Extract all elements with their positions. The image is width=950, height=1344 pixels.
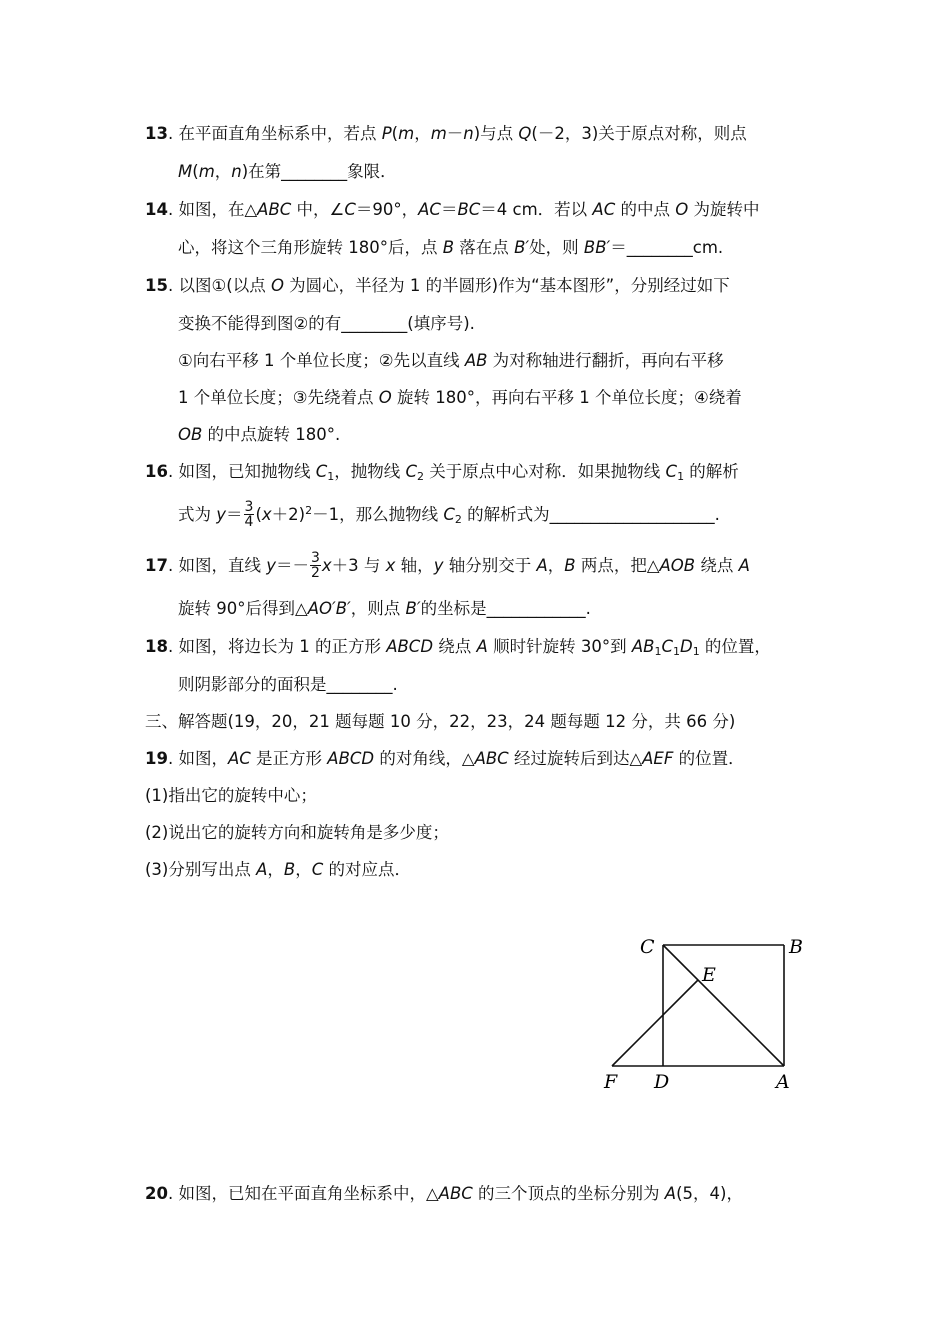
segment-ca [663, 945, 784, 1066]
label-e: E [702, 964, 716, 986]
q15-line4 [178, 387, 742, 409]
var: A [664, 1184, 677, 1203]
text: 轴， [395, 556, 434, 575]
text: ( [255, 505, 262, 524]
var: B [283, 860, 296, 879]
text: 的解析 [684, 462, 739, 481]
text: 三、解答题(19，20，21 题每题 10 分，22，23，24 题每题 12 分，共 66 分) [145, 712, 736, 731]
text: 的位置， [699, 637, 771, 656]
q20-line1 [145, 1183, 743, 1205]
text: 两点，把△ [575, 556, 660, 575]
text: 式为 [178, 505, 217, 524]
text: 的坐标是____________. [420, 599, 591, 618]
label-d: D [654, 1071, 670, 1093]
q13-line2 [178, 161, 397, 183]
subscript: 1 [672, 645, 680, 658]
q19-part3 [145, 859, 411, 881]
text: . 如图，直线 [167, 556, 267, 575]
var: O [378, 388, 392, 407]
text: (－2，3)关于原点对称，则点 [531, 124, 747, 143]
q14-line1 [145, 199, 759, 221]
question-number: 13 [145, 124, 168, 143]
var: C [665, 462, 678, 481]
text: 的解析式为____________________. [461, 505, 720, 524]
text: 心，将这个三角形旋转 180°后，点 [178, 238, 443, 257]
var: ABC [474, 749, 509, 768]
subscript: 1 [677, 470, 685, 483]
var: O [675, 200, 689, 219]
text: ＋2) [271, 505, 306, 524]
var: AC [418, 200, 441, 219]
question-number: 20 [145, 1184, 168, 1203]
var: x [261, 505, 272, 524]
geometry-figure [596, 928, 816, 1098]
text: . 在平面直角坐标系中，若点 [167, 124, 382, 143]
subscript: 2 [417, 470, 425, 483]
var: ABC [438, 1184, 473, 1203]
q15-line5 [178, 424, 340, 446]
text: 旋转 90°后得到△ [178, 599, 308, 618]
q15-line2 [178, 313, 475, 335]
var: x [321, 556, 332, 575]
question-number: 18 [145, 637, 168, 656]
var: A [476, 637, 488, 656]
var: AO′B′ [307, 599, 351, 618]
var: AC [592, 200, 616, 219]
text: ＝ [440, 200, 458, 219]
text: (5，4)， [676, 1184, 743, 1203]
var: ABCD [327, 749, 375, 768]
var: C [344, 200, 356, 219]
text: 处，则 [529, 238, 584, 257]
text: 为旋转中 [688, 200, 760, 219]
text: ＝________cm. [610, 238, 724, 257]
var: m [198, 162, 215, 181]
var: B [564, 556, 576, 575]
text: －1，那么抛物线 [312, 505, 444, 524]
var: y [266, 556, 276, 575]
denominator: 4 [244, 514, 254, 530]
text: ， [295, 860, 312, 879]
text: 则阴影部分的面积是________. [178, 675, 398, 694]
text: ( [391, 124, 399, 143]
text: 轴分别交于 [443, 556, 537, 575]
fraction [310, 551, 321, 580]
text: 中，∠ [291, 200, 345, 219]
var: n [463, 124, 474, 143]
text: 落在点 [454, 238, 515, 257]
q19-line1 [145, 748, 745, 770]
text: 顺时针旋转 30°到 [487, 637, 632, 656]
text: 1 个单位长度；③先绕着点 [178, 388, 379, 407]
fraction [244, 500, 255, 529]
text: 经过旋转后到达△ [508, 749, 643, 768]
text: )与点 [473, 124, 519, 143]
text: ＝－ [275, 556, 309, 575]
text: 的位置． [673, 749, 745, 768]
text: ， [414, 124, 431, 143]
var: Q [518, 124, 532, 143]
text: . 如图，已知在平面直角坐标系中，△ [167, 1184, 439, 1203]
q18-line2 [178, 674, 398, 696]
text: 变换不能得到图②的有________(填序号). [178, 314, 475, 333]
text: ＝ [226, 505, 243, 524]
question-number: 19 [145, 749, 168, 768]
text: 关于原点中心对称．如果抛物线 [424, 462, 666, 481]
text: . 如图，在△ [167, 200, 258, 219]
text: ， [547, 556, 565, 575]
q13-line1 [145, 123, 747, 145]
q16-line1 [145, 461, 739, 488]
text: . 如图，已知抛物线 [167, 462, 316, 481]
text: 的对应点． [323, 860, 412, 879]
var: B [442, 238, 455, 257]
label-b: B [789, 936, 803, 958]
text: (3)分别写出点 [145, 860, 257, 879]
q18-line1 [145, 636, 771, 663]
question-number: 14 [145, 200, 168, 219]
q16-line2 [178, 500, 720, 531]
question-number: 16 [145, 462, 168, 481]
text: ＝4 cm．若以 [480, 200, 593, 219]
var: AC [227, 749, 251, 768]
subscript: 2 [454, 513, 462, 526]
text: ， [214, 162, 232, 181]
text: 的中点 [615, 200, 676, 219]
text: ( [192, 162, 199, 181]
label-a: A [776, 1071, 790, 1093]
var: M [178, 162, 193, 181]
var: BC [457, 200, 481, 219]
var: A [256, 860, 268, 879]
var: C [661, 637, 673, 656]
var: C [315, 462, 328, 481]
subscript: 1 [654, 645, 662, 658]
text: ＝90°， [355, 200, 419, 219]
text: ，抛物线 [334, 462, 406, 481]
var: AEF [642, 749, 674, 768]
text: 旋转 180°，再向右平移 1 个单位长度；④绕着 [391, 388, 742, 407]
q17-line1 [145, 552, 750, 581]
var: AB [631, 637, 655, 656]
section-heading [145, 711, 735, 733]
q17-line2 [178, 598, 591, 620]
var: y [216, 505, 227, 524]
text: 绕点 [695, 556, 739, 575]
var: m [398, 124, 415, 143]
var: P [381, 124, 392, 143]
q19-part1 [145, 785, 317, 807]
var: OB [178, 425, 203, 444]
var: x [385, 556, 396, 575]
var: AOB [659, 556, 696, 575]
label-f: F [604, 1071, 618, 1093]
var: O [270, 276, 284, 295]
var: A [738, 556, 750, 575]
var: C [443, 505, 455, 524]
text: ①向右平移 1 个单位长度；②先以直线 [178, 351, 465, 370]
subscript: 1 [692, 645, 700, 658]
var: C [405, 462, 418, 481]
text: 的三个顶点的坐标分别为 [472, 1184, 665, 1203]
text: (2)说出它的旋转方向和旋转角是多少度； [145, 823, 449, 842]
var: n [231, 162, 242, 181]
var: ABC [257, 200, 292, 219]
var: AB [464, 351, 488, 370]
q15-line3 [178, 350, 724, 372]
q15-line1 [145, 275, 730, 297]
text: )在第________象限． [241, 162, 397, 181]
subscript: 1 [327, 470, 335, 483]
var: ABCD [386, 637, 434, 656]
text: 为圆心，半径为 1 的半圆形)作为“基本图形”，分别经过如下 [283, 276, 730, 295]
text: . 如图， [167, 749, 228, 768]
text: ＋3 与 [331, 556, 386, 575]
var: B′ [405, 599, 421, 618]
text: 是正方形 [250, 749, 328, 768]
text: (1)指出它的旋转中心； [145, 786, 317, 805]
question-number: 15 [145, 276, 168, 295]
label-c: C [640, 936, 655, 958]
text: ， [267, 860, 284, 879]
q19-part2 [145, 822, 449, 844]
var: C [311, 860, 324, 879]
numerator: 3 [310, 550, 320, 566]
text: ，则点 [350, 599, 406, 618]
text: 的对角线，△ [374, 749, 475, 768]
text: 为对称轴进行翻折，再向右平移 [487, 351, 724, 370]
var: y [433, 556, 444, 575]
text: . 以图①(以点 [167, 276, 271, 295]
question-number: 17 [145, 556, 168, 575]
segment-fe [612, 980, 698, 1066]
var: B′ [514, 238, 530, 257]
var: m [430, 124, 447, 143]
text: 的中点旋转 180°. [202, 425, 341, 444]
denominator: 2 [310, 565, 320, 581]
var: BB′ [583, 238, 611, 257]
text: . 如图，将边长为 1 的正方形 [167, 637, 387, 656]
text: 绕点 [433, 637, 477, 656]
numerator: 3 [244, 499, 254, 515]
q14-line2 [178, 237, 723, 259]
superscript: 2 [305, 504, 313, 517]
text: － [446, 124, 464, 143]
var: A [536, 556, 548, 575]
var: D [679, 637, 693, 656]
